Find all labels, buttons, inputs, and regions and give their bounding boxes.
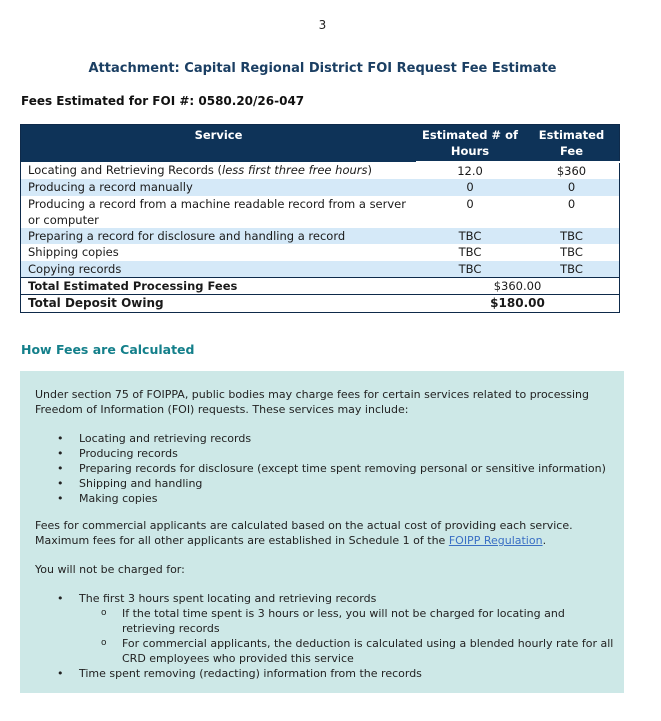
bullet-icon: • [57,477,64,490]
not-charged-label: You will not be charged for: [35,563,185,576]
fee-estimate-table [20,124,620,313]
list-item: • Making copies [57,492,158,505]
total-processing-row [21,278,620,295]
table-row [21,162,620,179]
list-item: • The first 3 hours spent locating and retrieving records [57,592,377,605]
header-fee: Estimated Fee [524,125,620,163]
hours-cell: TBC [416,228,524,244]
sub-list-item: o For commercial applicants, the deduction is calculated using a blended hourly rate for all CRD employees who provided this service [101,637,614,665]
service-note: less first three free hours [222,163,368,177]
hours-cell: TBC [458,245,482,260]
table-row [21,179,620,195]
total-deposit-value: $180.00 [416,295,620,312]
table-row [21,244,620,260]
list-item: • Locating and retrieving records [57,432,252,445]
sub-list-item: o If the total time spent is 3 hours or less, you will not be charged for locating and retrieving records [101,607,565,635]
foi-number-label: Fees Estimated for FOI #: 0580.20/26-047 [21,94,305,108]
page-number: 3 [318,18,327,32]
bullet-icon: • [57,462,64,475]
hours-cell: 0 [466,196,474,211]
list-item: • Time spent removing (redacting) information from the records [57,667,422,680]
circle-bullet-icon: o [101,608,107,618]
bullet-icon: • [57,592,64,605]
hours-cell: TBC [416,261,524,278]
total-processing-label: Total Estimated Processing Fees [21,278,417,295]
header-service: Service [21,125,417,163]
list-item: • Shipping and handling [57,477,203,490]
fee-cell: 0 [524,179,620,195]
bullet-icon: • [57,432,64,445]
commercial-paragraph: Fees for commercial applicants are calculated based on the actual cost of providing each service. Maximum fees for all other applicants are established in Schedule 1 of the FOIPP Regulation. [35,519,573,547]
fee-cell: TBC [524,261,620,278]
fee-info-box [20,371,624,693]
intro-paragraph: Under section 75 of FOIPPA, public bodies may charge fees for certain services related to processing Freedom of Information (FOI) requests. These services may include: [35,388,589,416]
service-cell: Locating and Retrieving Records (less first three free hours) [28,163,372,177]
total-deposit-label: Total Deposit Owing [21,295,417,312]
document-title: Attachment: Capital Regional District FOI Request Fee Estimate [88,61,557,76]
bullet-icon: • [57,447,64,460]
hours-cell: 0 [416,179,524,195]
service-cell: Producing a record manually [21,179,417,195]
fee-cell: $360 [556,164,587,178]
table-row [21,228,620,244]
list-item: • Preparing records for disclosure (except time spent removing personal or sensitive information) [57,462,606,475]
header-hours: Estimated # of Hours [416,125,524,163]
circle-bullet-icon: o [101,638,107,648]
total-deposit-row [21,295,620,312]
bullet-icon: • [57,667,64,680]
foipp-regulation-link[interactable]: FOIPP Regulation [448,534,543,547]
service-cell: Preparing a record for disclosure and handling a record [21,228,417,244]
services-list [20,431,620,506]
fee-cell: TBC [524,228,620,244]
fee-cell: 0 [567,196,576,211]
service-cell: Shipping copies [28,245,119,260]
table-row [21,261,620,278]
total-processing-value: $360.00 [416,278,620,295]
fee-cell: TBC [560,245,583,260]
hours-cell: 12.0 [457,164,483,178]
service-cell: Copying records [21,261,417,278]
service-cell: Producing a record from a machine readable record from a server or computer [28,196,406,227]
list-item: • Producing records [57,447,178,460]
table-row [21,196,620,229]
bullet-icon: • [57,492,64,505]
not-charged-list [20,591,620,681]
how-fees-heading: How Fees are Calculated [21,342,195,357]
table-header-row [21,125,620,163]
